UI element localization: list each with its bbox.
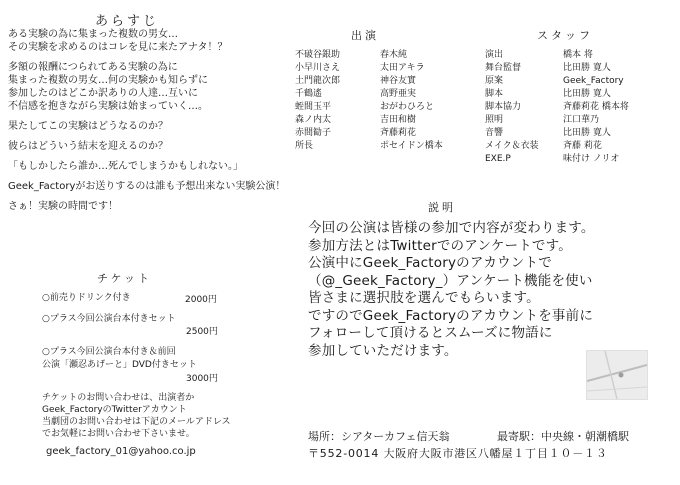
synopsis-line: 不信感を抱きながら実験は始まっていく…。 (8, 101, 208, 112)
synopsis-text (8, 28, 285, 213)
synopsis-line (8, 113, 285, 120)
staff-names (563, 49, 629, 166)
explanation-line: 公演中にGeek_Factoryのアカウントで (308, 255, 552, 271)
staff-role: 音響 (485, 128, 504, 138)
cast-name: 不破谷銀助 (295, 50, 341, 60)
cast-heading: 出演 (351, 29, 379, 42)
staff-name: 斉藤莉花 橋本将 (563, 102, 629, 112)
explanation-line: フォローして頂けるとスムーズに物語に (308, 325, 553, 341)
cast-name: 斉藤莉花 (380, 128, 417, 138)
synopsis-line: 参加したのはどこか訳ありの人達…互いに (8, 88, 198, 99)
ticket-item: ○プラス今回公演台本付きセット (42, 314, 176, 324)
synopsis-line (8, 173, 285, 180)
cast-name: 土門龍次郎 (295, 76, 341, 86)
synopsis-line: 彼らはどういう結末を迎えるのか？ (8, 141, 168, 152)
ticket-item: ○前売りドリンク付き (42, 293, 131, 303)
explanation-line: 参加していただけます。 (308, 342, 458, 359)
staff-name: 比田勝 寛人 (563, 89, 611, 99)
synopsis-line: 集まった複数の男女…何の実験かも知らずに (8, 75, 208, 86)
staff-roles (485, 49, 539, 166)
synopsis-line: 「もしかしたら誰か…死んでしまうかもしれない。」 (8, 161, 243, 172)
cast-name: 森ノ内太 (295, 115, 332, 125)
cast-name: 蛭間玉平 (295, 102, 332, 112)
cast-name: 千鶴遙 (295, 89, 323, 99)
cast-name: 所長 (295, 141, 314, 151)
staff-name: Geek_Factory (563, 76, 624, 86)
staff-role: 脚本協力 (485, 102, 522, 112)
explanation-text (308, 220, 595, 360)
map-image (586, 350, 648, 400)
staff-name: 味付け ノリオ (563, 154, 620, 164)
staff-role: 脚本 (485, 89, 504, 99)
ticket-price: 3000円 (186, 374, 218, 384)
staff-role: 演出 (485, 50, 504, 60)
explanation-line: ですのでGeek_Factoryのアカウントを事前に (308, 307, 594, 324)
venue-address: 〒552-0014 大阪府大阪市港区八幡屋１丁目１０－１３ (308, 447, 608, 460)
synopsis-line (8, 193, 285, 200)
cast-name: 赤間勧子 (295, 128, 332, 138)
venue-station: 最寄駅：中央線・朝潮橋駅 (497, 430, 629, 443)
cast-name: 高野亜実 (380, 89, 417, 99)
cast-name: 太田アキラ (380, 63, 425, 73)
ticket-item: ○プラス今回公演台本付き＆前回 (42, 347, 176, 357)
ticket-price: 2500円 (186, 327, 218, 337)
staff-name: 江口華乃 (563, 115, 600, 125)
synopsis-line (8, 153, 285, 160)
staff-name: 比田勝 寛人 (563, 63, 611, 73)
staff-role: 原案 (485, 76, 504, 86)
map-icon (587, 351, 647, 399)
contact-line: 当劇団のお問い合わせは下記のメールアドレス (42, 417, 231, 427)
synopsis-heading: あらすじ (95, 14, 160, 29)
contact-line: でお気軽にお問い合わせ下さいませ。 (42, 429, 195, 439)
staff-role: EXE.P (485, 154, 511, 164)
cast-name: 吉田和樹 (380, 115, 417, 125)
synopsis-line: 多額の報酬につられてある実験の為に (8, 62, 178, 73)
cast-column-2 (380, 49, 443, 153)
synopsis-line: その実験を求めるのはコレを見に来たアナタ！？ (8, 42, 228, 53)
explanation-line: 参加方法とはTwitterでのアンケートです。 (308, 237, 572, 254)
cast-column-1 (295, 49, 340, 153)
staff-heading: スタッフ (537, 29, 593, 42)
staff-name: 橋本 将 (563, 50, 593, 60)
staff-name: 比田勝 寛人 (563, 128, 611, 138)
ticket-contact-text (42, 392, 231, 440)
staff-role: 照明 (485, 115, 504, 125)
synopsis-line: ある実験の為に集まった複数の男女… (8, 29, 178, 40)
contact-email[interactable]: geek_factory_01@yahoo.co.jp (46, 446, 196, 457)
venue-place: 場所：シアターカフェ信天翁 (308, 430, 450, 443)
cast-name: 神谷友實 (380, 76, 417, 86)
staff-role: 舞台監督 (485, 63, 522, 73)
cast-name: ポセイドン橋本 (380, 141, 443, 151)
explanation-heading: 説明 (428, 201, 456, 214)
explanation-line: 皆さまに選択肢を選んでもらいます。 (308, 290, 540, 306)
contact-line: チケットのお問い合わせは、出演者か (42, 393, 195, 403)
ticket-item-line2: 公演「瀬忍あげーと」DVD付きセット (42, 360, 197, 370)
explanation-line: 今回の公演は皆様の参加で内容が変わります。 (308, 220, 595, 236)
ticket-price: 2000円 (185, 295, 217, 305)
cast-name: おがわひろと (380, 102, 435, 112)
synopsis-line: 果たしてこの実験はどうなるのか？ (8, 121, 168, 132)
cast-name: 小早川さえ (295, 63, 341, 73)
tickets-heading: チケット (97, 272, 153, 285)
synopsis-line (8, 54, 285, 61)
synopsis-line: Geek_Factoryがお送りするのは誰も予想出来ない実験公演！ (8, 181, 286, 192)
synopsis-line (8, 133, 285, 140)
staff-name: 斉藤 莉花 (563, 141, 602, 151)
cast-name: 春木純 (380, 50, 408, 60)
explanation-line: （@_Geek_Factory_）アンケート機能を使い (308, 272, 593, 289)
contact-line: Geek_FactoryのTwitterアカウント (42, 405, 187, 415)
staff-role: メイク＆衣装 (485, 141, 539, 151)
synopsis-line: さぁ！実験の時間です！ (8, 201, 118, 212)
